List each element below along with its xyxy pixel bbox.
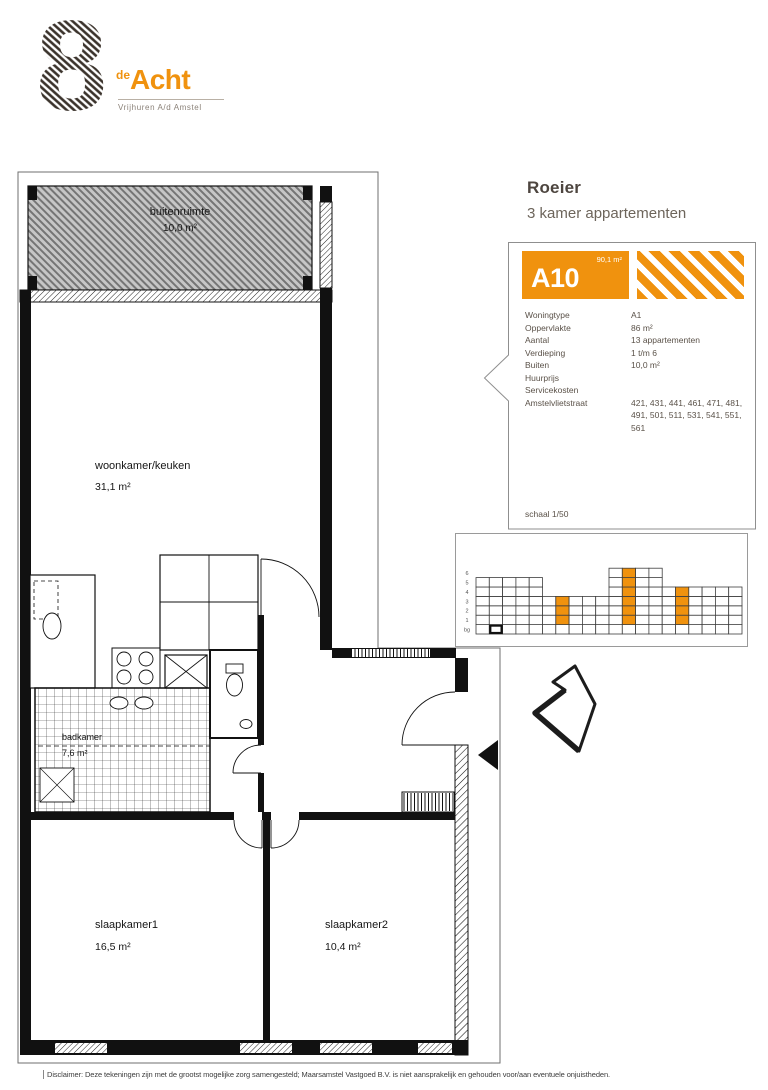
unit-code: A10 bbox=[531, 263, 580, 293]
page-title: Roeier bbox=[527, 178, 582, 197]
disclaimer-text: Disclaimer: Deze tekeningen zijn met de grootst mogelijke zorg samengesteld; Maarsamstel Vastgoed B.V. is niet aansprakelijk en gehouden voor/aan eventuele onjuistheden. bbox=[43, 1070, 755, 1079]
spec-value: 10,0 m² bbox=[631, 360, 660, 370]
unit-code-badge bbox=[522, 251, 629, 299]
spec-row bbox=[525, 384, 747, 397]
spec-label: Aantal bbox=[525, 335, 550, 345]
wall-right-top bbox=[320, 186, 332, 650]
logo-mark: 8 bbox=[36, 10, 108, 120]
scale-note: schaal 1/50 bbox=[525, 509, 569, 519]
spec-row bbox=[525, 397, 747, 435]
brand-name-main: Acht bbox=[130, 64, 191, 95]
spec-row bbox=[525, 359, 747, 372]
brand-divider bbox=[118, 99, 224, 100]
toilet-room bbox=[210, 650, 258, 738]
spec-row bbox=[525, 309, 747, 322]
location-diagram bbox=[455, 533, 748, 647]
spec-label: Amstelvlietstraat bbox=[525, 397, 588, 408]
balcony-area bbox=[28, 186, 312, 290]
room-area-slaapkamer1: 16,5 m² bbox=[95, 941, 131, 953]
svg-text:3: 3 bbox=[465, 599, 469, 606]
unit-pattern-swatch bbox=[637, 251, 744, 299]
spec-row bbox=[525, 372, 747, 385]
room-label-slaapkamer2: slaapkamer2 bbox=[325, 919, 388, 931]
brand-name bbox=[116, 66, 246, 94]
wall-step bbox=[332, 648, 456, 658]
room-area-badkamer: 7,6 m² bbox=[62, 748, 88, 758]
unit-specs bbox=[525, 309, 747, 434]
floor-plan bbox=[14, 168, 506, 1068]
spec-row bbox=[525, 334, 747, 347]
room-label-slaapkamer1: slaapkamer1 bbox=[95, 919, 158, 931]
svg-text:1: 1 bbox=[465, 618, 469, 625]
spec-value bbox=[631, 384, 747, 397]
building-elevation bbox=[456, 534, 747, 646]
spec-label: Servicekosten bbox=[525, 385, 579, 395]
svg-text:2: 2 bbox=[465, 608, 469, 615]
spec-label: Oppervlakte bbox=[525, 322, 571, 333]
spec-value: A1 bbox=[631, 310, 642, 320]
room-area-woonkamer: 31,1 m² bbox=[95, 481, 131, 493]
brand-text bbox=[116, 66, 246, 112]
svg-text:6: 6 bbox=[465, 571, 469, 578]
utility-closet bbox=[402, 792, 454, 812]
page-subtitle: 3 kamer appartementen bbox=[527, 205, 687, 222]
room-label-badkamer: badkamer bbox=[62, 732, 103, 742]
title-block bbox=[527, 178, 686, 222]
wall-right-bottom bbox=[455, 658, 468, 1055]
spec-row bbox=[525, 347, 747, 360]
spec-value: 13 appartementen bbox=[631, 335, 700, 345]
room-area-buitenruimte: 10,0 m² bbox=[163, 223, 197, 234]
brand-name-prefix: de bbox=[116, 68, 131, 82]
svg-text:4: 4 bbox=[465, 589, 469, 596]
spec-label: Buiten bbox=[525, 360, 550, 370]
spec-value: 1 t/m 6 bbox=[631, 347, 657, 358]
spec-label: Huurprijs bbox=[525, 372, 560, 383]
wall-bottom bbox=[20, 1040, 468, 1055]
entrance-marker-icon bbox=[478, 740, 498, 770]
room-label-woonkamer: woonkamer/keuken bbox=[95, 460, 191, 472]
svg-text:bg: bg bbox=[463, 627, 471, 634]
facade-window bbox=[20, 290, 332, 302]
spec-row bbox=[525, 322, 747, 335]
direction-arrow-icon bbox=[522, 660, 622, 755]
wall-left bbox=[20, 290, 31, 1055]
unit-card bbox=[509, 243, 755, 528]
unit-code-area: 90,1 m² bbox=[596, 255, 622, 264]
spec-value: 86 m² bbox=[631, 322, 653, 333]
room-area-slaapkamer2: 10,4 m² bbox=[325, 941, 361, 953]
brand-tagline: Vrijhuren A/d Amstel bbox=[118, 103, 202, 112]
room-label-buitenruimte: buitenruimte bbox=[149, 206, 211, 218]
svg-text:5: 5 bbox=[465, 580, 469, 587]
spec-value bbox=[631, 372, 747, 385]
spec-label: Verdieping bbox=[525, 347, 566, 358]
spec-value: 421, 431, 441, 461, 471, 481, 491, 501, 511, 531, 541, 551, 561 bbox=[631, 397, 743, 433]
brand-logo-icon bbox=[28, 10, 131, 120]
spec-label: Woningtype bbox=[525, 310, 570, 320]
